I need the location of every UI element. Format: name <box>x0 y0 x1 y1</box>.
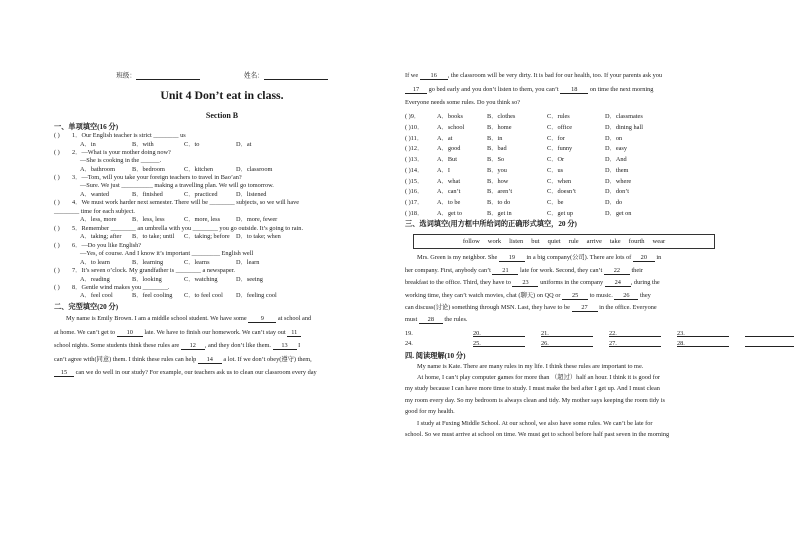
cloze-blank-11[interactable]: 11 <box>287 329 301 337</box>
section-subtitle: Section B <box>205 110 239 120</box>
cloze-blank-10[interactable]: 10 <box>117 329 143 337</box>
fill-blank-24[interactable]: 24 <box>605 279 631 287</box>
word-quiet: quiet <box>547 238 561 246</box>
word-rule: rule <box>568 238 579 246</box>
fill-blank-20[interactable]: 20 <box>633 254 655 262</box>
class-field[interactable]: 班级： <box>116 72 200 80</box>
fill-blank-25[interactable]: 25 <box>562 292 588 300</box>
word-work: work <box>487 238 502 246</box>
question-4-options: A．less, more B．less, less C．more, less D．more, fewer <box>80 216 278 224</box>
question-8-options: A．feel cool B．feel cooling C．to feel cool D．feeling cool <box>80 292 277 300</box>
question-5-options: A．taking; after B．to take; until C．taking; before D．to take; when <box>80 233 281 241</box>
cloze-blank-13[interactable]: 13 <box>273 342 297 350</box>
cloze-option-row-11: ( )11． A．at B．in C．for D．on <box>405 134 623 142</box>
cloze-option-row-9: ( )9． A．books B．clothes C．rules D．classmates <box>405 113 643 121</box>
word-arrive: arrive <box>586 238 602 246</box>
fill-blank-22[interactable]: 22 <box>604 267 630 275</box>
question-3: ( ) 3．—Tom, will you take your foreign teachers to travel in Bao’an? <box>54 174 242 182</box>
word-follow: follow <box>462 238 480 246</box>
fill-blank-28[interactable]: 28 <box>419 316 443 324</box>
cloze-options <box>405 113 745 217</box>
word-fill-passage: Mrs. Green is my neighbor. She 19 in a big company(公司). There are lots of 20 in her company. First, anybody can’t 21 late for work. Second, they can’t 22 their breakfast to the office. Third, they have to 23 uniforms in the company 24 , during the working time, they can’t watch movies, chat (聊天) on QQ or 25 to music. 26 they can discuss(讨论) something through MSN. Last, they have to be 27 in the office. Everyone must 28 the rules. <box>405 254 662 324</box>
cloze-blank-12[interactable]: 12 <box>181 342 205 350</box>
question-8: ( ) 8．Gentle wind makes you ________. <box>54 283 170 291</box>
name-field[interactable]: 姓名： <box>244 72 328 80</box>
fill-blank-21[interactable]: 21 <box>492 267 518 275</box>
answer-row-19-23: 19. 20. 21. 22. 23. <box>405 330 745 337</box>
cloze-option-row-17: ( )17． A．to be B．to do C．be D．do <box>405 199 623 207</box>
cloze-blank-9[interactable]: 9 <box>248 315 276 323</box>
answer-line-23[interactable] <box>745 330 794 337</box>
question-1: ( ) 1．Our English teacher is strict ________ us <box>54 132 186 140</box>
question-3-options: A．wanted B．finished C．practiced D．listened <box>80 191 267 199</box>
reading-passage: My name is Kate. There are many rules in my life. I think these rules are important to me. At home, I can’t play computer games for more than （超过）half an hour. I think it is good for my study because I can have more time to study. I must make the bed after I get up. And I must clean my room every day. So my bedroom is always clean and tidy. My mother says keeping the room tidy is good for my health. I study at Fuxing Middle School. At our school, we also have some rules. We can’t be late for school. So we must arrive at school on time. We must get to school before half past seven in the morning <box>405 362 670 439</box>
fill-blank-27[interactable]: 27 <box>572 304 598 312</box>
question-6: ( ) 6．—Do you like English? <box>54 241 142 249</box>
word-fourth: fourth <box>628 238 645 246</box>
word-listen: listen <box>509 238 524 246</box>
fill-blank-23[interactable]: 23 <box>512 279 538 287</box>
cloze-option-row-18: ( )18． A．get to B．get in C．get up D．get on <box>405 209 632 217</box>
cloze-option-row-16: ( )16． A．can’t B．aren’t C．doesn’t D．don’t <box>405 188 630 196</box>
student-info-header <box>54 72 390 80</box>
question-6-line2: —Yes, of course. And I know it’s important _________ English well <box>80 249 254 257</box>
answer-line-28[interactable] <box>745 340 794 347</box>
question-2-options: A．bathroom B．bedroom C．kitchen D．classroom <box>80 165 273 173</box>
word-box <box>413 234 715 249</box>
word-but: but <box>531 238 540 246</box>
question-1-options: A．in B．with C．to D．at <box>80 140 252 148</box>
question-2-line2: —She is cooking in the ______. <box>80 157 162 165</box>
cloze-passage: My name is Emily Brown. I am a middle school student. We have some 9 at school and at home. We can’t get to 10 late. We have to finish our homework. We can’t stay out 11 school nights. Some students think these rules are 12 , and they don’t like them. 13 I can’t agree with(同意) them. I think these rules can help 14 a lot. If we don’t obey(遵守) them, 15 can we do well in our study? For example, our teachers ask us to clean our classroom every day <box>54 315 317 377</box>
question-7: ( ) 7．It’s seven o’clock. My grandfather is ________ a newspaper. <box>54 266 235 274</box>
fill-blank-19[interactable]: 19 <box>499 254 525 262</box>
cloze-option-row-12: ( )12． A．good B．bad C．funny D．easy <box>405 145 628 153</box>
question-4-line2: ________ time for each subject. <box>54 207 135 215</box>
cloze-blank-18[interactable]: 18 <box>560 86 588 94</box>
word-take: take <box>609 238 621 246</box>
section-4-heading: 四. 阅读理解(10 分) <box>405 352 466 361</box>
fill-blank-26[interactable]: 26 <box>614 292 638 300</box>
cloze-blank-14[interactable]: 14 <box>198 356 222 364</box>
answer-row-24-28: 24. 25. 26. 27. 28. <box>405 340 745 347</box>
question-4: ( ) 4．We must work harder next semester. There will be ________ subjects, so we will have <box>54 199 300 207</box>
left-column <box>54 68 390 380</box>
question-5: ( ) 5．Remember ________ an umbrella with you ________ you go outside. It’s going to rain. <box>54 224 304 232</box>
name-blank[interactable] <box>264 72 328 80</box>
cloze-blank-17[interactable]: 17 <box>405 86 427 94</box>
cloze-blank-15[interactable]: 15 <box>54 369 74 377</box>
cloze-blank-16[interactable]: 16 <box>420 72 448 80</box>
question-2: ( ) 2．—What is your mother doing now? <box>54 149 171 156</box>
cloze-passage-continued: If we 16 , the classroom will be very dirty. It is bad for our health, too. If your parents ask you 17 go bed early and you don’t listen to them, you can’t 18 on time the next morning Everyone needs some rules. Do you think so? <box>405 72 663 107</box>
cloze-option-row-10: ( )10． A．school B．home C．office D．dining hall <box>405 124 643 132</box>
page-title: Unit 4 Don’t eat in class. <box>160 88 284 102</box>
right-column <box>405 68 745 440</box>
question-6-options: A．to learn B．learning C．learns D．learn <box>80 258 260 266</box>
cloze-option-row-14: ( )14． A．I B．you C．us D．them <box>405 166 629 174</box>
section-1-heading: 一、单项填空(16 分) <box>54 122 119 131</box>
cloze-option-row-13: ( )13． A．But B．So C．Or D．And <box>405 156 627 164</box>
question-3-line2: —Sure. We just __________ making a travelling plan. We will go tomorrow. <box>80 182 274 190</box>
section-3-heading: 三、选词填空(用方框中所给词的正确形式填空，20 分) <box>405 220 577 229</box>
question-7-options: A．reading B．looking C．watching D．seeing <box>80 275 263 283</box>
word-wear: wear <box>652 238 666 246</box>
cloze-option-row-15: ( )15． A．what B．how C．when D．where <box>405 177 632 185</box>
class-blank[interactable] <box>136 72 200 80</box>
section-2-heading: 二、完型填空(20 分) <box>54 302 119 311</box>
